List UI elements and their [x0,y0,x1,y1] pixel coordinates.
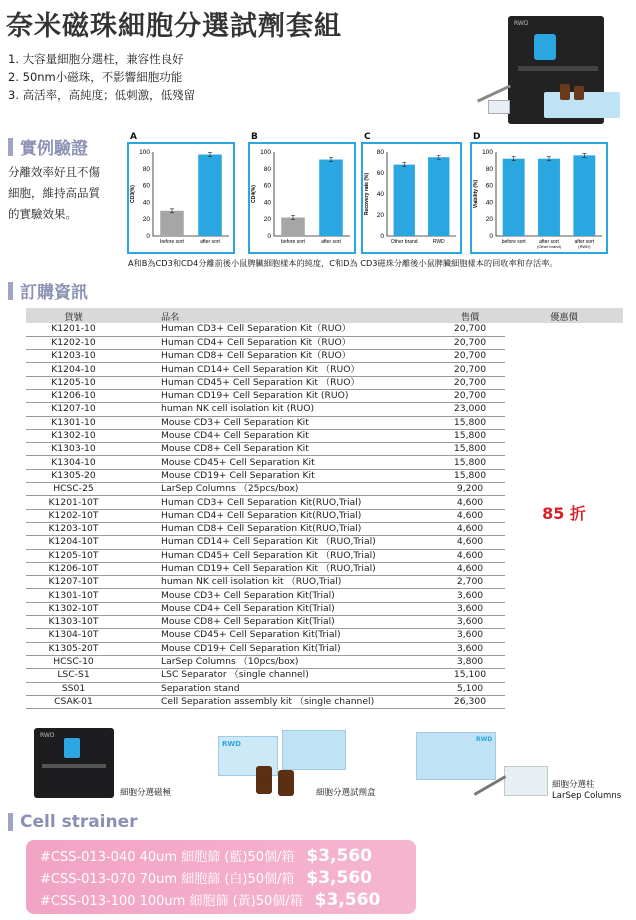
product-code: K1204-10T [26,536,121,549]
y-tick-label: 100 [482,149,493,156]
y-tick-label: 60 [485,182,493,190]
product-price: 5,100 [435,682,505,695]
x-tick-label: before sort [160,239,184,245]
y-tick-label: 60 [142,182,150,190]
strainer-item: #CSS-013-040 40um 細胞篩 (藍)50個/箱 $3,560 [40,846,372,866]
stand-product-image [30,728,120,800]
product-code: K1304-10 [26,456,121,469]
y-tick-label: 40 [376,191,384,198]
discount-value: 85 折 [542,504,586,524]
y-axis-label: CD4(%) [251,185,257,203]
y-tick-label: 60 [263,182,271,190]
col-price-header: 售價 [435,308,505,323]
bar [503,159,525,236]
col-discount-header: 優惠價 [505,308,623,323]
product-code: K1206-10T [26,562,121,575]
product-code: HCSC-25 [26,483,121,496]
bar [160,211,184,236]
product-price: 4,600 [435,509,505,522]
strainer-price: $3,560 [314,890,381,910]
y-tick-label: 100 [260,149,271,156]
product-name: Human CD14+ Cell Separation Kit （RUO,Trial) [121,536,435,549]
bar [319,160,343,236]
col-name-header: 品名 [121,308,435,323]
y-tick-label: 40 [485,199,493,207]
product-price: 3,600 [435,602,505,615]
bar [198,155,222,236]
bar-chart [472,144,606,252]
product-code: K1302-10T [26,602,121,615]
product-name: Human CD4+ Cell Separation Kit（RUO） [121,336,435,349]
product-name: Mouse CD45+ Cell Separation Kit(Trial) [121,629,435,642]
product-price: 20,700 [435,363,505,376]
separator-stand-image [448,12,628,130]
table-header-row [26,308,623,323]
y-tick-label: 40 [142,199,150,207]
bar [394,165,415,236]
product-price: 15,800 [435,429,505,442]
x-tick-label: (RWD) [578,244,591,249]
x-tick-label: after sort [200,239,220,245]
product-code: HCSC-10 [26,655,121,668]
product-code: K1205-10T [26,549,121,562]
product-price: 15,800 [435,416,505,429]
product-name: Human CD19+ Cell Separation Kit (RUO) [121,389,435,402]
product-price: 26,300 [435,695,505,708]
strainer-item: #CSS-013-100 100um 細胞篩 (黃)50個/箱 $3,560 [40,890,381,910]
product-code: K1305-20T [26,642,121,655]
strainer-price: $3,560 [306,868,372,888]
y-tick-label: 80 [142,165,150,173]
product-name: Mouse CD3+ Cell Separation Kit [121,416,435,429]
brand-logo: RWD [514,20,529,27]
intro-line: 的實驗效果。 [8,207,77,221]
y-tick-label: 20 [485,216,493,224]
product-code: K1202-10 [26,336,121,349]
product-name: Human CD14+ Cell Separation Kit （RUO） [121,363,435,376]
product-code: K1303-10 [26,443,121,456]
bar [281,218,305,236]
product-name: human NK cell isolation kit （RUO,Trial) [121,576,435,589]
product-price: 3,800 [435,655,505,668]
product-code: K1207-10T [26,576,121,589]
product-name: Mouse CD8+ Cell Separation Kit [121,443,435,456]
product-code: K1201-10 [26,323,121,336]
chart-letter: D [473,132,481,142]
product-price: 3,600 [435,629,505,642]
product-price: 20,700 [435,323,505,336]
chart-letter: A [130,132,137,142]
intro-line: 分離效率好且不傷 [8,165,100,179]
column-label: 細胞分選柱 LarSep Columns [552,780,622,801]
x-tick-label: before sort [281,239,305,245]
x-tick-label: before sort [501,239,526,245]
bar [428,157,449,236]
product-name: Human CD4+ Cell Separation Kit(RUO,Trial) [121,509,435,522]
feature-item: 3. 高活率，高純度；低刺激，低殘留 [8,88,196,102]
product-price: 4,600 [435,549,505,562]
y-axis-label: Recovery rate (%) [364,172,370,216]
product-name: Separation stand [121,682,435,695]
product-name: Human CD8+ Cell Separation Kit(RUO,Trial) [121,522,435,535]
brand-logo: RWD [40,732,55,739]
bar-chart [129,144,233,252]
x-tick-label: after sort [321,239,341,245]
product-price: 23,000 [435,403,505,416]
chart-panel [127,142,235,254]
product-price: 20,700 [435,336,505,349]
product-name: LarSep Columns （10pcs/box) [121,655,435,668]
discount-cell [505,323,623,709]
section-examples-heading: 實例驗證 [8,134,88,159]
x-tick-label: RWD [432,239,445,245]
column-product-image [416,728,546,808]
y-tick-label: 0 [489,233,493,240]
product-price: 4,600 [435,562,505,575]
product-code: LSC-S1 [26,669,121,682]
product-name: Human CD19+ Cell Separation Kit （RUO,Trial) [121,562,435,575]
bar [573,155,595,236]
product-name: LSC Separator （single channel) [121,669,435,682]
y-tick-label: 20 [142,216,150,224]
product-code: K1303-10T [26,616,121,629]
col-code-header: 貨號 [26,308,121,323]
feature-item: 1. 大容量細胞分選柱，兼容性良好 [8,52,184,66]
intro-text [8,162,100,225]
product-code: K1206-10 [26,389,121,402]
product-name: human NK cell isolation kit (RUO) [121,403,435,416]
x-tick-label: after sort [539,239,559,245]
y-axis-label: CD3(%) [130,185,136,203]
product-price: 15,800 [435,443,505,456]
y-axis-label: Viability (%) [473,179,479,209]
section-order-heading: 訂購資訊 [8,278,88,303]
brand-logo: RWD [222,740,241,748]
product-code: K1301-10T [26,589,121,602]
product-price: 4,600 [435,536,505,549]
product-name: Human CD45+ Cell Separation Kit （RUO,Trial) [121,549,435,562]
product-name: Human CD3+ Cell Separation Kit(RUO,Trial) [121,496,435,509]
product-code: SS01 [26,682,121,695]
product-name: LarSep Columns （25pcs/box) [121,483,435,496]
chart-panel [361,142,462,254]
chart-panel [248,142,356,254]
product-name: Cell Separation assembly kit （single channel) [121,695,435,708]
product-name: Human CD45+ Cell Separation Kit （RUO） [121,376,435,389]
y-tick-label: 40 [263,199,271,207]
product-code: K1204-10 [26,363,121,376]
product-price: 15,800 [435,469,505,482]
y-tick-label: 80 [485,165,493,173]
product-price: 15,800 [435,456,505,469]
product-name: Mouse CD3+ Cell Separation Kit(Trial) [121,589,435,602]
y-tick-label: 60 [376,170,384,177]
product-code: K1203-10T [26,522,121,535]
product-price: 3,600 [435,616,505,629]
product-name: Human CD8+ Cell Separation Kit（RUO） [121,350,435,363]
y-tick-label: 80 [263,165,271,173]
product-price: 15,100 [435,669,505,682]
product-code: K1205-10 [26,376,121,389]
product-name: Mouse CD8+ Cell Separation Kit(Trial) [121,616,435,629]
price-table [26,308,623,709]
product-price: 20,700 [435,389,505,402]
table-row [26,323,623,336]
chart-letter: C [364,132,371,142]
product-price: 9,200 [435,483,505,496]
chart-caption: A和B為CD3和CD4分離前後小鼠脾臟細胞樣本的純度，C和D為 CD3磁珠分離後小鼠脾臟細胞樣本的回收率和存活率。 [128,258,558,268]
feature-list [8,50,195,104]
product-price: 2,700 [435,576,505,589]
product-name: Mouse CD4+ Cell Separation Kit [121,429,435,442]
y-tick-label: 0 [146,233,150,240]
intro-line: 細胞，維持高品質 [8,186,100,200]
product-price: 4,600 [435,496,505,509]
product-name: Mouse CD19+ Cell Separation Kit [121,469,435,482]
y-tick-label: 20 [263,216,271,224]
product-code: K1301-10 [26,416,121,429]
section-strainer-heading: Cell strainer [8,812,138,832]
bar-chart [363,144,460,252]
y-tick-label: 0 [267,233,271,240]
x-tick-label: Other brand [390,239,418,245]
product-code: K1203-10 [26,350,121,363]
product-code: K1207-10 [26,403,121,416]
x-tick-label: (Other brand) [536,244,562,249]
chart-letter: B [251,132,258,142]
product-price: 20,700 [435,376,505,389]
product-code: K1201-10T [26,496,121,509]
page-title: 奈米磁珠細胞分選試劑套組 [6,11,342,42]
feature-item: 2. 50nm小磁珠，不影響細胞功能 [8,70,183,84]
strainer-price-box [26,840,416,914]
y-tick-label: 20 [376,212,384,219]
y-tick-label: 80 [376,149,384,156]
x-tick-label: after sort [574,239,595,245]
chart-panel [470,142,608,254]
stand-label: 細胞分選磁極 [120,788,172,798]
product-code: K1302-10 [26,429,121,442]
strainer-price: $3,560 [306,846,372,866]
product-code: K1305-20 [26,469,121,482]
strainer-item: #CSS-013-070 70um 細胞篩 (白)50個/箱 $3,560 [40,868,372,888]
product-name: Mouse CD19+ Cell Separation Kit(Trial) [121,642,435,655]
bar [538,159,560,236]
product-code: K1202-10T [26,509,121,522]
y-tick-label: 0 [380,233,384,240]
product-name: Human CD3+ Cell Separation Kit（RUO） [121,323,435,336]
product-price: 3,600 [435,589,505,602]
y-tick-label: 100 [139,149,150,156]
kit-label: 細胞分選試劑盒 [316,788,376,798]
bar-chart [250,144,354,252]
brand-logo: RWD [476,736,493,743]
product-code: CSAK-01 [26,695,121,708]
product-name: Mouse CD45+ Cell Separation Kit [121,456,435,469]
product-name: Mouse CD4+ Cell Separation Kit(Trial) [121,602,435,615]
product-price: 3,600 [435,642,505,655]
product-code: K1304-10T [26,629,121,642]
product-price: 20,700 [435,350,505,363]
product-price: 4,600 [435,522,505,535]
